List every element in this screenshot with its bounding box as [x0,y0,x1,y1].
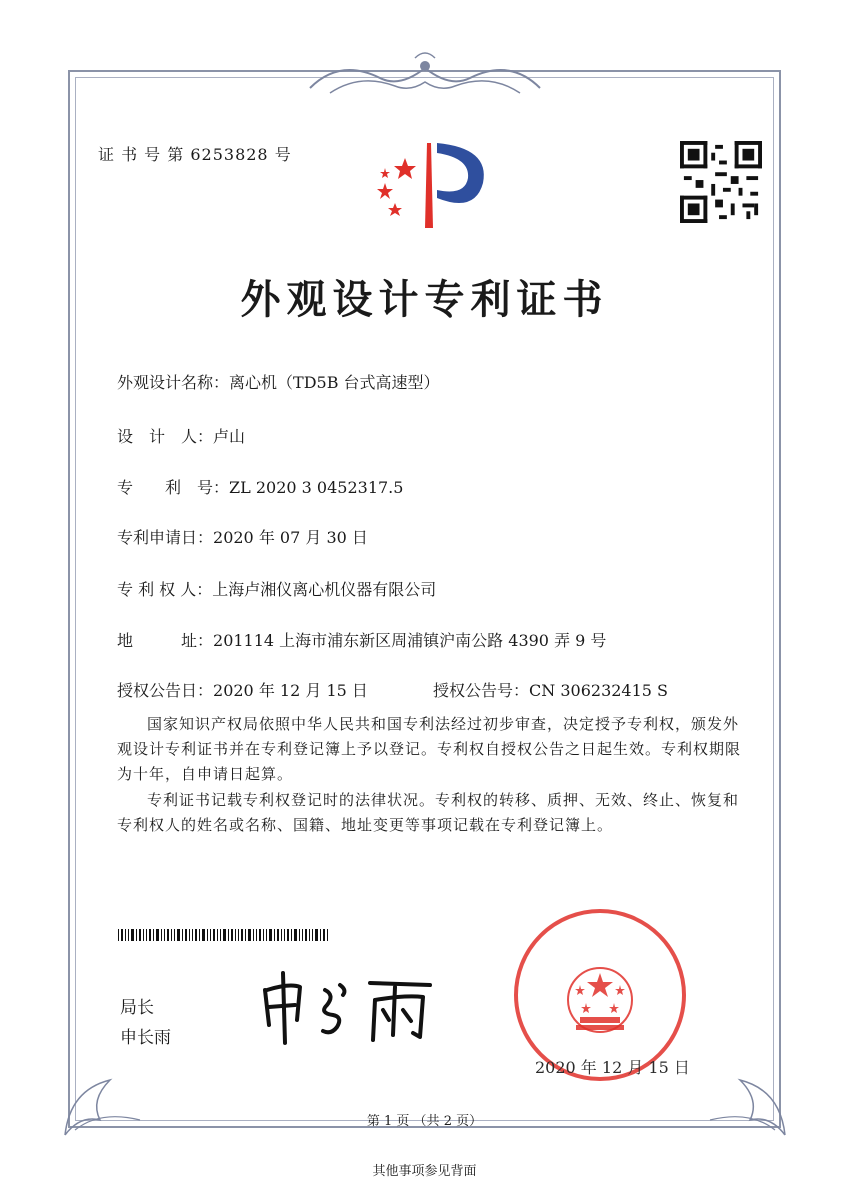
certificate-title: 外观设计专利证书 [240,277,609,323]
grant-statement-paragraph: 国家知识产权局依照中华人民共和国专利法经过初步审查，决定授予专利权，颁发外观设计专利证书并在专利登记簿上予以登记。专利权自授权公告之日起生效。专利权期限为十年，自申请日起算。 [117,715,742,783]
design-name-label: 外观设计名称： [117,373,230,392]
director-title: 局长 [120,998,154,1018]
designer-value: 卢山 [213,427,246,446]
qr-code-icon [680,141,762,223]
patentee-value: 上海卢湘仪离心机仪器有限公司 [212,580,437,599]
grant-number-label: 授权公告号： [433,681,530,700]
legal-status-paragraph: 专利证书记载专利权登记时的法律状况。专利权的转移、质押、无效、终止、恢复和专利权人的姓名或名称、国籍、地址变更等事项记载在专利登记簿上。 [117,791,740,834]
address-row [117,628,606,651]
patentee-label: 专 利 权 人： [117,580,213,599]
grant-number-row [433,678,668,701]
apply-date-row [117,525,368,548]
director-name: 申长雨 [120,1028,171,1048]
grant-date-row [117,678,368,701]
apply-date-label: 专利申请日： [117,528,214,547]
design-name-value: 离心机（TD5B 台式高速型） [229,373,440,392]
seal-date: 2020 年 12 月 15 日 [535,1058,690,1077]
grant-date-label: 授权公告日： [117,681,214,700]
page-number: 第 1 页 （共 2 页） [366,1114,483,1129]
apply-date-value: 2020 年 07 月 30 日 [213,528,368,547]
patent-number-label: 专 利 号： [117,478,230,497]
grant-date-value: 2020 年 12 月 15 日 [213,681,368,700]
certificate-number: 证 书 号 第 6253828 号 [98,145,292,164]
patentee-row [117,577,436,600]
handwritten-signature-icon [255,965,440,1045]
design-name-row [117,370,440,393]
designer-label: 设 计 人： [117,427,214,446]
barcode-icon [118,929,330,941]
top-ornament [300,48,550,103]
grant-number-value: CN 306232415 S [529,681,669,700]
patent-number-row [117,475,403,498]
designer-row [117,424,245,447]
address-value: 201114 上海市浦东新区周浦镇沪南公路 4390 弄 9 号 [213,631,607,650]
address-label: 地 址： [117,631,214,650]
patent-number-value: ZL 2020 3 0452317.5 [229,478,404,497]
footer-note: 其他事项参见背面 [372,1164,477,1179]
cnipa-logo-icon [365,128,495,233]
